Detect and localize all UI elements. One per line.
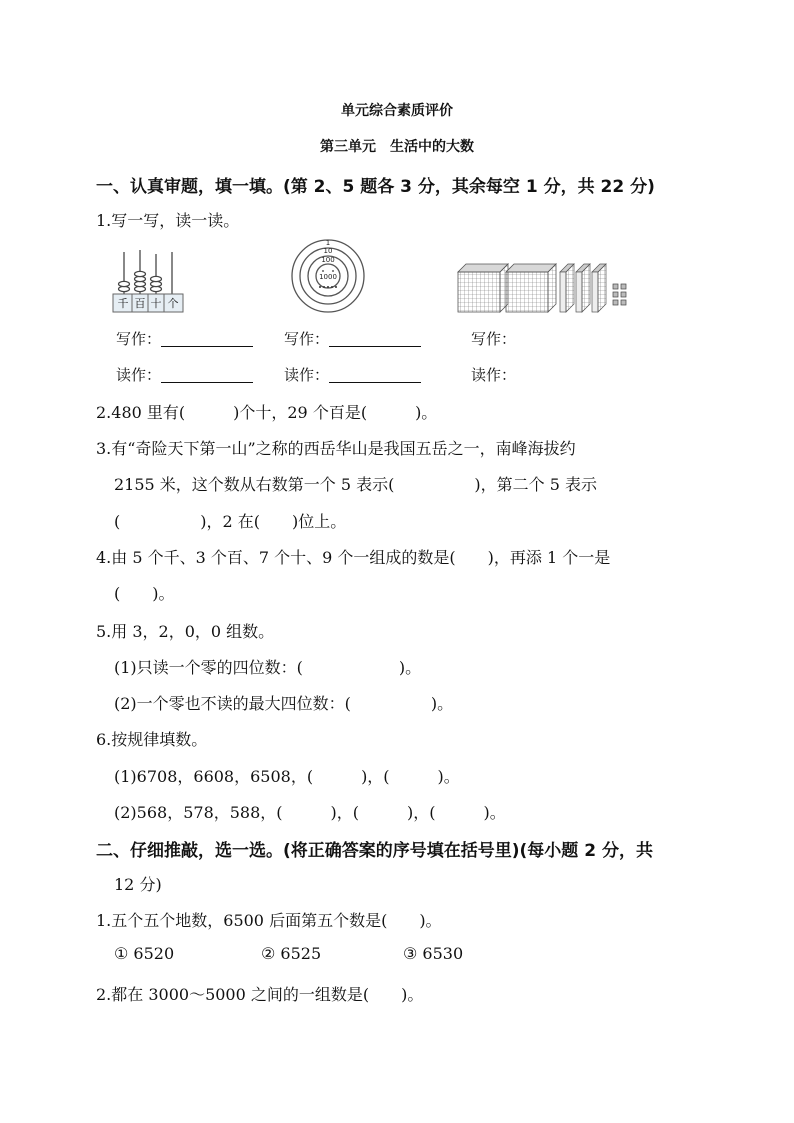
abacus-label-thousands: 千: [117, 297, 129, 310]
question-3-line-2: 2155 米，这个数从右数第一个 5 表示( )，第二个 5 表示: [114, 475, 597, 494]
page-title: 单元综合素质评价: [341, 103, 453, 119]
question-4-line-2: ( )。: [114, 584, 175, 603]
abacus-figure: [112, 248, 184, 314]
target-dot: [332, 270, 334, 272]
unit-cube: [621, 284, 626, 289]
question-1: 1.写一写，读一读。: [96, 211, 240, 230]
question-3-line-1: 3.有“奇险天下第一山”之称的西岳华山是我国五岳之一，南峰海拔约: [96, 439, 576, 458]
target-dot: [322, 270, 324, 272]
abacus-bead: [119, 281, 130, 286]
target-label-10: 10: [323, 247, 333, 255]
abacus-bead: [151, 276, 162, 281]
write-row-2: [284, 328, 421, 349]
option-1[interactable]: ① 6520: [114, 944, 175, 963]
target-dot: [331, 286, 333, 288]
section2-question-1: 1.五个五个地数，6500 后面第五个数是( )。: [96, 911, 442, 930]
unit-cube: [621, 300, 626, 305]
counting-target-figure: [290, 238, 366, 314]
unit-cube: [613, 300, 618, 305]
hundred-flat: [560, 264, 574, 312]
question-5: 5.用 3，2，0，0 组数。: [96, 622, 275, 641]
read-answer-blank[interactable]: [161, 366, 253, 383]
section1-heading: 一、认真审题，填一填。(第 2、5 题各 3 分，其余每空 1 分，共 22 分): [96, 177, 655, 197]
question-4-line-1: 4.由 5 个千、3 个百、7 个十、9 个一组成的数是( )，再添 1 个一是: [96, 548, 611, 567]
read-row-1: [116, 364, 253, 385]
write-row-3: [471, 328, 516, 349]
read-row-2: [284, 364, 421, 385]
write-label: 写作：: [471, 330, 517, 348]
write-row-1: [116, 328, 253, 349]
question-6: 6.按规律填数。: [96, 730, 208, 749]
question-6-1: (1)6708，6608，6508，( )，( )。: [114, 767, 460, 786]
hundred-flat: [592, 264, 606, 312]
question-6-2: (2)568，578，588，( )，( )，( )。: [114, 803, 506, 822]
write-label: 写作：: [284, 330, 330, 348]
read-label: 读作：: [284, 366, 330, 384]
section2-heading-line-1: 二、仔细推敲，选一选。(将正确答案的序号填在括号里)(每小题 2 分，共: [96, 841, 653, 861]
section2-question-2: 2.都在 3000～5000 之间的一组数是( )。: [96, 985, 424, 1004]
unit-cube: [621, 292, 626, 297]
target-label-1: 1: [325, 239, 331, 247]
read-label: 读作：: [471, 366, 517, 384]
question-3-line-3: ( )，2 在( )位上。: [114, 512, 347, 531]
read-answer-blank[interactable]: [329, 366, 421, 383]
unit-cube: [613, 284, 618, 289]
target-dot: [335, 286, 337, 288]
abacus-label-ones: 个: [167, 297, 179, 310]
option-3[interactable]: ③ 6530: [403, 944, 464, 963]
target-dot: [319, 286, 321, 288]
write-answer-blank[interactable]: [161, 330, 253, 347]
target-label-1000: 1000: [319, 273, 337, 281]
write-answer-blank[interactable]: [329, 330, 421, 347]
thousand-cube: [506, 264, 556, 312]
base-ten-blocks-figure: [456, 258, 632, 316]
read-row-3: [471, 364, 516, 385]
abacus-label-tens: 十: [150, 297, 162, 310]
section2-heading-line-2: 12 分): [114, 875, 162, 894]
question-5-2: (2)一个零也不读的最大四位数：( )。: [114, 694, 454, 713]
target-dot: [327, 286, 329, 288]
thousand-cube: [458, 264, 508, 312]
read-label: 读作：: [116, 366, 162, 384]
page-subtitle: 第三单元 生活中的大数: [320, 139, 474, 155]
abacus-bead: [135, 271, 146, 276]
question-5-1: (1)只读一个零的四位数：( )。: [114, 658, 422, 677]
question-2: 2.480 里有( )个十，29 个百是( )。: [96, 403, 438, 422]
target-label-100: 100: [321, 256, 335, 264]
hundred-flat: [576, 264, 590, 312]
option-2[interactable]: ② 6525: [261, 944, 322, 963]
unit-cube: [613, 292, 618, 297]
abacus-label-hundreds: 百: [134, 297, 146, 310]
write-label: 写作：: [116, 330, 162, 348]
target-dot: [323, 286, 325, 288]
